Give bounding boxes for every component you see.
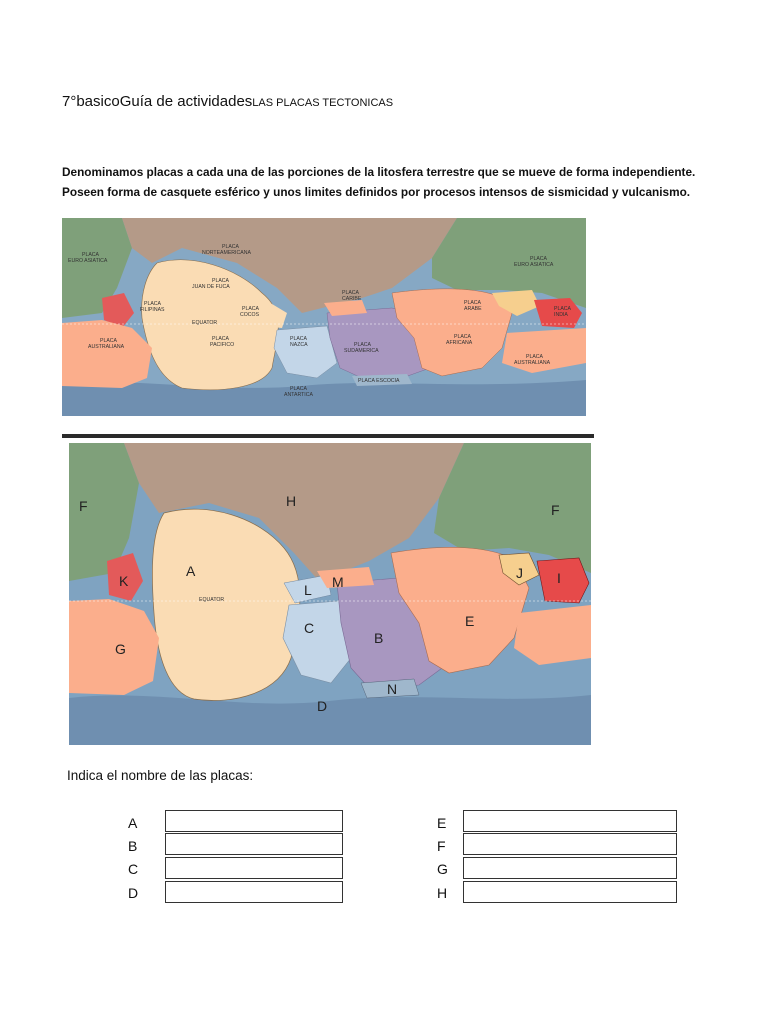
answer-box-b[interactable] xyxy=(165,833,343,855)
intro-line-1: Denominamos placas a cada una de las porciones de la litosfera terrestre que se mueve de forma independiente. xyxy=(62,165,696,179)
answer-label-b: B xyxy=(128,838,138,854)
letter-c: C xyxy=(304,620,315,636)
svg-text:PLACAJUAN DE FUCA: PLACA JUAN DE FUCA xyxy=(192,278,230,290)
answer-box-h[interactable] xyxy=(463,881,677,903)
letter-g: G xyxy=(115,641,126,657)
answer-label-f: F xyxy=(437,838,446,854)
answer-label-c: C xyxy=(128,861,139,877)
labeled-plates-map xyxy=(62,218,586,416)
map1-antarctic-plate xyxy=(62,380,586,416)
svg-text:PLACAFILIPINAS: PLACA FILIPINAS xyxy=(140,301,165,313)
letter-m: M xyxy=(332,574,344,590)
letter-n: N xyxy=(387,681,398,697)
svg-text:PLACA ESCOCIA: PLACA ESCOCIA xyxy=(358,378,400,384)
svg-text:EQUATOR: EQUATOR xyxy=(192,320,218,326)
letter-j: J xyxy=(516,565,523,581)
letter-k: K xyxy=(119,573,129,589)
answer-box-e[interactable] xyxy=(463,810,677,832)
lettered-plates-map xyxy=(69,443,591,745)
title-grade: 7°basicoGuía de actividades xyxy=(62,93,253,110)
map2-equator-label: EQUATOR xyxy=(199,597,225,603)
svg-text:PLACACARIBE: PLACA CARIBE xyxy=(342,290,362,302)
svg-text:PLACAEURO ASIATICA: PLACA EURO ASIATICA xyxy=(514,256,554,268)
svg-text:PLACANORTEAMERICANA: PLACA NORTEAMERICANA xyxy=(202,244,251,256)
map2-indian-plate xyxy=(537,558,589,603)
letter-l: L xyxy=(304,582,312,598)
letter-b: B xyxy=(374,630,384,646)
svg-text:PLACAPACIFICO: PLACA PACIFICO xyxy=(210,336,235,348)
letter-e: E xyxy=(465,613,475,629)
svg-text:PLACACOCOS: PLACA COCOS xyxy=(240,306,260,318)
answer-label-e: E xyxy=(437,815,447,831)
svg-text:PLACAAUSTRALIANA: PLACA AUSTRALIANA xyxy=(88,338,125,350)
letter-h: H xyxy=(286,493,297,509)
map2-antarctic-plate xyxy=(69,695,591,745)
answer-box-a[interactable] xyxy=(165,810,343,832)
answer-box-g[interactable] xyxy=(463,857,677,879)
intro-paragraph xyxy=(62,162,702,202)
answer-box-d[interactable] xyxy=(165,881,343,903)
letter-f-west: F xyxy=(79,498,88,514)
letter-a: A xyxy=(186,563,196,579)
answer-label-d: D xyxy=(128,885,139,901)
svg-text:PLACAAFRICANA: PLACA AFRICANA xyxy=(446,334,473,346)
answer-label-h: H xyxy=(437,885,448,901)
svg-text:PLACAEURO ASIATICA: PLACA EURO ASIATICA xyxy=(68,252,108,264)
title-topic: LAS PLACAS TECTONICAS xyxy=(252,97,394,109)
answer-box-c[interactable] xyxy=(165,857,343,879)
svg-text:PLACAANTARTICA: PLACA ANTARTICA xyxy=(284,386,313,398)
svg-text:PLACANAZCA: PLACA NAZCA xyxy=(290,336,308,348)
intro-line-2: Poseen forma de casquete esférico y unos limites definidos por procesos intensos de sismicidad y vulcanismo. xyxy=(62,185,691,199)
letter-i: I xyxy=(557,570,561,586)
instruction-text: Indica el nombre de las placas: xyxy=(67,768,254,783)
svg-text:PLACASUDAMERICA: PLACA SUDAMERICA xyxy=(344,342,379,354)
letter-f-east: F xyxy=(551,502,560,518)
svg-text:PLACAAUSTRALIANA: PLACA AUSTRALIANA xyxy=(514,354,551,366)
answer-label-a: A xyxy=(128,815,138,831)
divider-rule xyxy=(62,434,594,438)
answer-box-f[interactable] xyxy=(463,833,677,855)
letter-d: D xyxy=(317,698,328,714)
svg-text:PLACAARABE: PLACA ARABE xyxy=(464,300,482,312)
answer-label-g: G xyxy=(437,861,448,877)
worksheet-title xyxy=(62,93,393,110)
svg-text:PLACAINDIA: PLACA INDIA xyxy=(554,306,572,318)
